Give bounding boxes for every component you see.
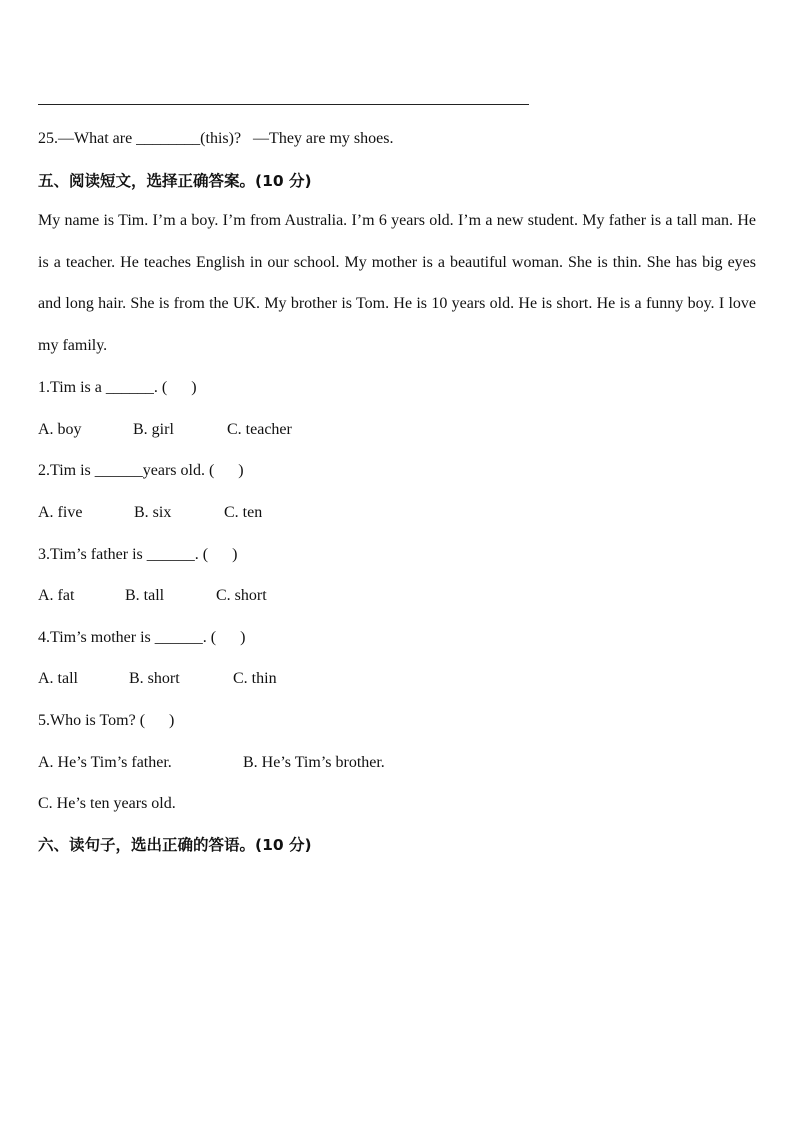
section-6-heading: 六、读句子，选出正确的答语。(10 分) [38, 836, 312, 854]
question-1-option-a[interactable]: A. boy [38, 421, 82, 438]
question-1-stem: 1.Tim is a ______. ( ) [38, 379, 197, 396]
question-3-option-c[interactable]: C. short [216, 587, 267, 604]
question-3-option-b[interactable]: B. tall [125, 587, 165, 604]
reading-passage: My name is Tim. I’m a boy. I’m from Australia. I’m 6 years old. I’m a new student. My father is a tall man. He is a teacher. He teaches English in our school. My mother is a beautiful woman. She is thin. She has big eyes and long hair. She is from the UK. My brother is Tom. He is 10 years old. He is short. He is a funny boy. I love my family. [38, 212, 756, 355]
question-5-stem: 5.Who is Tom? ( ) [38, 712, 175, 729]
question-5-option-a[interactable]: A. He’s Tim’s father. [38, 754, 172, 771]
question-3-stem: 3.Tim’s father is ______. ( ) [38, 546, 238, 563]
question-2-option-a[interactable]: A. five [38, 504, 83, 521]
section-5-heading: 五、阅读短文，选择正确答案。(10 分) [38, 172, 312, 190]
question-2-option-c[interactable]: C. ten [224, 504, 263, 521]
question-5-option-c[interactable]: C. He’s ten years old. [38, 795, 176, 812]
question-4-option-a[interactable]: A. tall [38, 670, 78, 687]
question-1-option-b[interactable]: B. girl [133, 421, 174, 438]
question-2-option-b[interactable]: B. six [134, 504, 172, 521]
question-4-option-b[interactable]: B. short [129, 670, 180, 687]
question-1-option-c[interactable]: C. teacher [227, 421, 292, 438]
question-3-option-a[interactable]: A. fat [38, 587, 75, 604]
question-4-stem: 4.Tim’s mother is ______. ( ) [38, 629, 246, 646]
question-2-stem: 2.Tim is ______years old. ( ) [38, 462, 244, 479]
question-4-option-c[interactable]: C. thin [233, 670, 277, 687]
answer-underline [38, 104, 529, 105]
question-25: 25.—What are ________(this)? —They are my shoes. [38, 130, 394, 147]
question-5-option-b[interactable]: B. He’s Tim’s brother. [243, 754, 385, 771]
